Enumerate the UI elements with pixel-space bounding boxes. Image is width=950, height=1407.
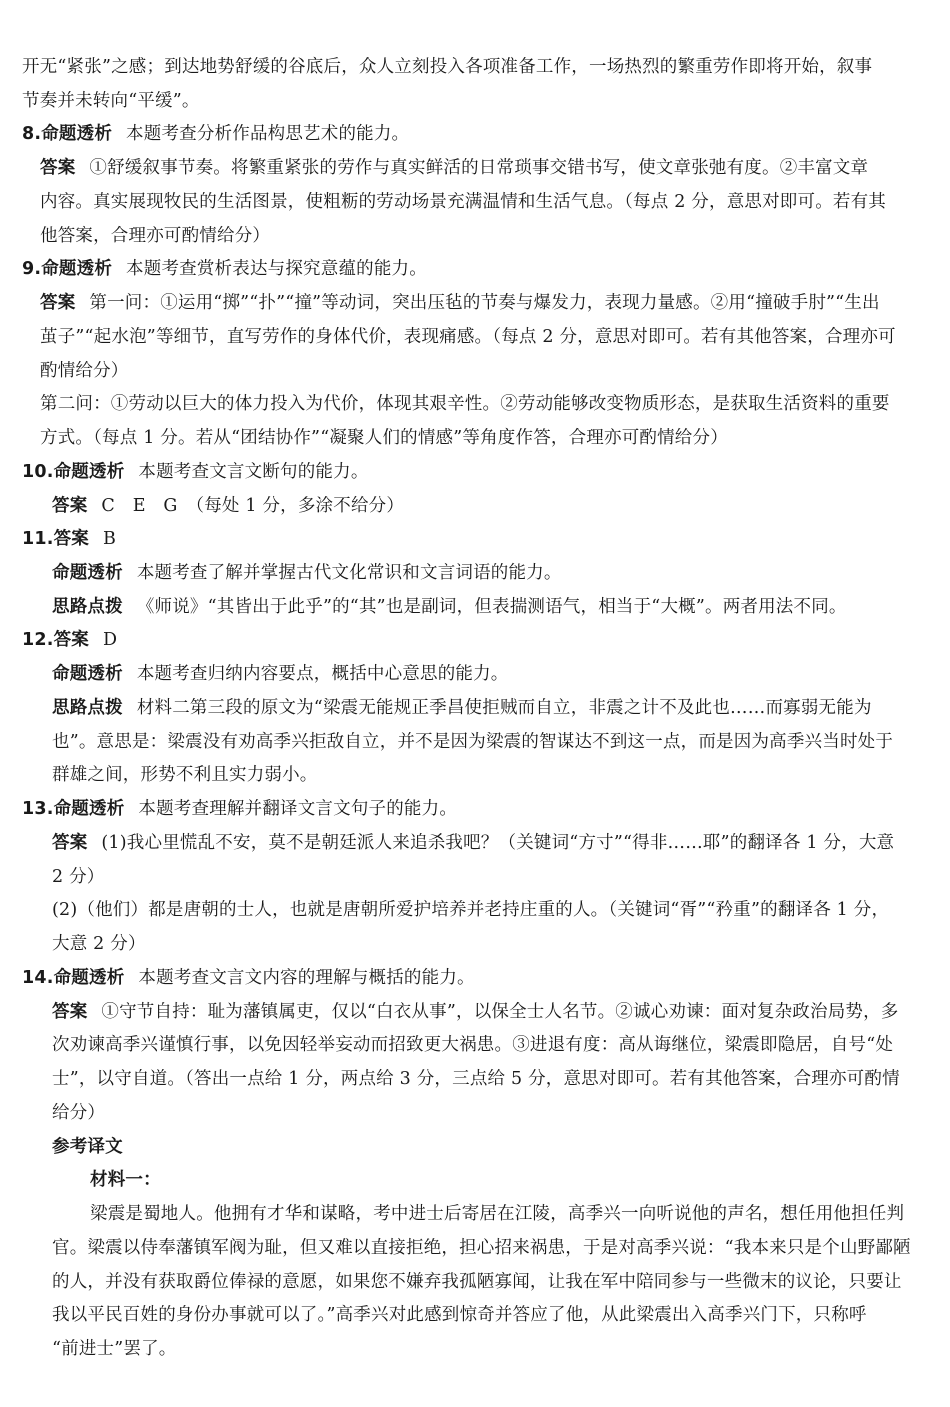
text-line: “前进士”罢了。 (52, 1339, 177, 1359)
answer-8: 答案 ①舒缓叙事节奏。将繁重紧张的劳作与真实鲜活的日常琐事交错书写，使文章张弛有度。②丰富文章 (40, 158, 869, 178)
subheading-material-1: 材料一： (90, 1170, 161, 1190)
answer-14: 答案 ①守节自持：耻为藩镇属吏，仅以“白衣从事”，以保全士人名节。②诚心劝谏：面对复杂政治局势，多 (52, 1002, 899, 1022)
text-line: 开无“紧张”之感；到达地势舒缓的谷底后，众人立刻投入各项准备工作，一场热烈的繁重劳作即将开始，叙事 (22, 57, 873, 77)
text-line: 方式。（每点 1 分。若从“团结协作”“凝聚人们的情感”等角度作答，合理亦可酌情给分） (40, 428, 728, 448)
text-line: 梁震是蜀地人。他拥有才华和谋略，考中进士后寄居在江陵，高季兴一向听说他的声名，想任用他担任判 (90, 1204, 905, 1224)
text-line: 的人，并没有获取爵位俸禄的意愿，如果您不嫌弃我孤陋寡闻，让我在军中陪同参与一些微末的议论，只要让 (52, 1272, 902, 1292)
text-line: 节奏并未转向“平缓”。 (22, 91, 200, 111)
analysis-11: 命题透析 本题考查了解并掌握古代文化常识和文言词语的能力。 (52, 563, 562, 583)
question-8-header: 8.命题透析 本题考查分析作品构思艺术的能力。 (22, 124, 410, 144)
text-line: 也”。意思是：梁震没有劝高季兴拒敌自立，并不是因为梁震的智谋达不到这一点，而是因为高季兴当时处于 (52, 732, 894, 752)
question-14-header: 14.命题透析 本题考查文言文内容的理解与概括的能力。 (22, 968, 475, 988)
question-12-header: 12.答案 D (22, 630, 118, 650)
text-line: 茧子”“起水泡”等细节，直写劳作的身体代价，表现痛感。（每点 2 分，意思对即可。若有其他答案，合理亦可 (40, 327, 896, 347)
text-line: (2)（他们）都是唐朝的士人，也就是唐朝所爱护培养并老持庄重的人。（关键词“胥”“矜重”的翻译各 1 分， (52, 900, 890, 920)
analysis-12: 命题透析 本题考查归纳内容要点，概括中心意思的能力。 (52, 664, 509, 684)
text-line: 给分） (52, 1103, 106, 1123)
answer-10: 答案 C E G （每处 1 分，多涂不给分） (52, 496, 405, 516)
text-line: 群雄之间，形势不利且实力弱小。 (52, 765, 318, 785)
text-line: 酌情给分） (40, 361, 129, 381)
answer-9: 答案 第一问：①运用“掷”“扑”“撞”等动词，突出压毡的节奏与爆发力，表现力量感。②用“撞破手肘”“生出 (40, 293, 880, 313)
text-line: 内容。真实展现牧民的生活图景，使粗粝的劳动场景充满温情和生活气息。（每点 2 分，意思对即可。若有其 (40, 192, 887, 212)
question-11-header: 11.答案 B (22, 529, 117, 549)
hint-11: 思路点拨 《师说》“其皆出于此乎”的“其”也是副词，但表揣测语气，相当于“大概”。两者用法不同。 (52, 597, 847, 617)
text-line: 官。梁震以侍奉藩镇军阀为耻，但又难以直接拒绝，担心招来祸患，于是对高季兴说：“我本来只是个山野鄙陋 (52, 1238, 911, 1258)
question-13-header: 13.命题透析 本题考查理解并翻译文言文句子的能力。 (22, 799, 458, 819)
text-line: 次劝谏高季兴谨慎行事，以免因轻举妄动而招致更大祸患。③进退有度：高从诲继位，梁震即隐居，自号“处 (52, 1035, 894, 1055)
section-heading-translation: 参考译文 (52, 1137, 123, 1157)
text-line: 士”，以守自道。（答出一点给 1 分，两点给 3 分，三点给 5 分，意思对即可。若有其他答案，合理亦可酌情 (52, 1069, 900, 1089)
text-line: 大意 2 分） (52, 934, 146, 954)
hint-12: 思路点拨 材料二第三段的原文为“梁震无能规正季昌使拒贼而自立，非震之计不及此也……而寡弱无能为 (52, 698, 872, 718)
answer-13: 答案 (1)我心里慌乱不安，莫不是朝廷派人来追杀我吧？（关键词“方寸”“得非……耶”的翻译各 1 分，大意 (52, 833, 895, 853)
text-line: 第二问：①劳动以巨大的体力投入为代价，体现其艰辛性。②劳动能够改变物质形态，是获取生活资料的重要 (40, 394, 890, 414)
text-line: 他答案，合理亦可酌情给分） (40, 226, 271, 246)
question-10-header: 10.命题透析 本题考查文言文断句的能力。 (22, 462, 369, 482)
question-9-header: 9.命题透析 本题考查赏析表达与探究意蕴的能力。 (22, 259, 427, 279)
text-line: 我以平民百姓的身份办事就可以了。”高季兴对此感到惊奇并答应了他，从此梁震出入高季兴门下，只称呼 (52, 1305, 867, 1325)
text-line: 2 分） (52, 867, 105, 887)
